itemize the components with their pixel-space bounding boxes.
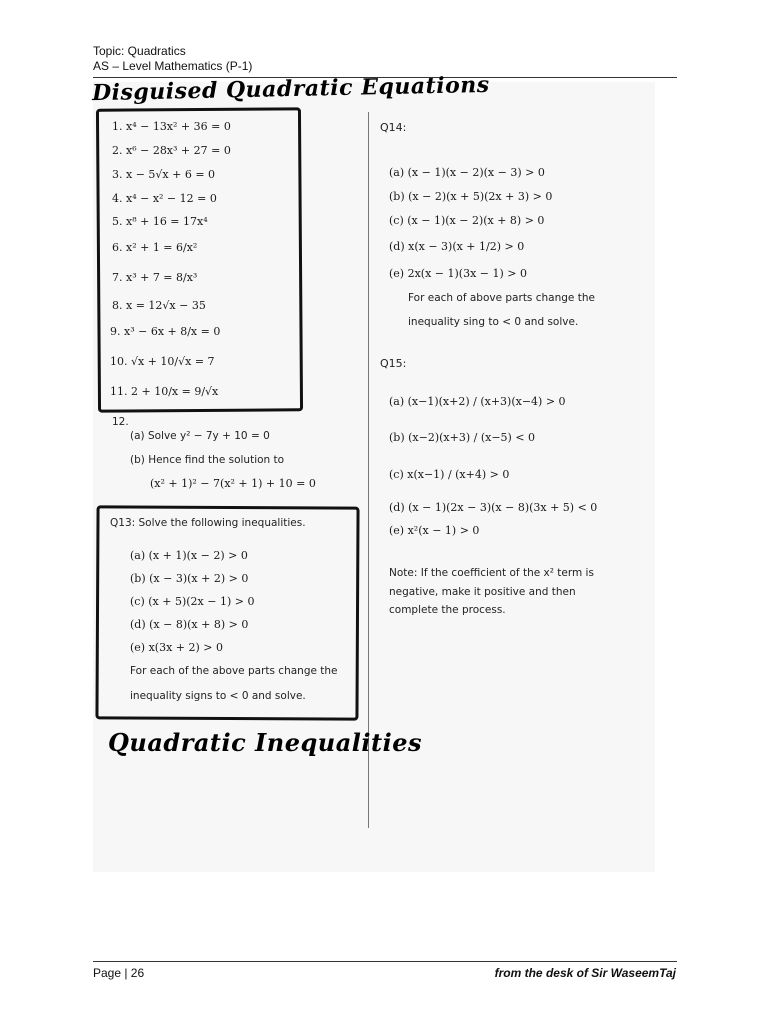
q14-title: Q14:	[380, 121, 407, 134]
equation-1: 1. x⁴ − 13x² + 36 = 0	[112, 120, 231, 133]
q15-part-c: (c) x(x−1) / (x+4) > 0	[389, 468, 510, 481]
q13-part-c: (c) (x + 5)(2x − 1) > 0	[130, 595, 255, 608]
q14-note-line1: For each of above parts change the	[408, 292, 595, 304]
equation-2: 2. x⁶ − 28x³ + 27 = 0	[112, 144, 231, 157]
q12-number: 12.	[112, 416, 129, 428]
q13-part-a: (a) (x + 1)(x − 2) > 0	[130, 549, 248, 562]
note-line1: Note: If the coefficient of the x² term is	[389, 567, 594, 579]
q14-part-d: (d) x(x − 3)(x + 1/2) > 0	[389, 240, 525, 253]
equation-5: 5. x⁸ + 16 = 17x⁴	[112, 215, 208, 228]
footer-rule	[93, 961, 677, 962]
q13-note-line1: For each of the above parts change the	[130, 665, 338, 677]
q12-part-b: (b) Hence find the solution to	[130, 454, 285, 466]
q13-part-e: (e) x(3x + 2) > 0	[130, 641, 223, 654]
q13-part-d: (d) (x − 8)(x + 8) > 0	[130, 618, 249, 631]
page-number: Page | 26	[93, 966, 145, 980]
q13-box	[95, 505, 359, 720]
q13-title: Q13: Solve the following inequalities.	[110, 517, 306, 529]
column-divider	[368, 112, 369, 828]
disguised-quadratic-title: Disguised Quadratic Equations	[91, 71, 490, 107]
q12-part-b-equation: (x² + 1)² − 7(x² + 1) + 10 = 0	[150, 477, 316, 490]
q13-part-b: (b) (x − 3)(x + 2) > 0	[130, 572, 249, 585]
topic-header: Topic: Quadratics	[93, 44, 186, 58]
equation-10: 10. √x + 10/√x = 7	[110, 355, 215, 368]
footer-credit: from the desk of Sir WaseemTaj	[494, 966, 676, 980]
equation-3: 3. x − 5√x + 6 = 0	[112, 168, 216, 181]
equation-6: 6. x² + 1 = 6/x²	[112, 241, 198, 254]
q15-part-e: (e) x²(x − 1) > 0	[389, 524, 480, 537]
q14-part-a: (a) (x − 1)(x − 2)(x − 3) > 0	[389, 166, 545, 179]
q14-part-c: (c) (x − 1)(x − 2)(x + 8) > 0	[389, 214, 545, 227]
q15-title: Q15:	[380, 357, 407, 370]
equation-9: 9. x³ − 6x + 8/x = 0	[110, 325, 221, 338]
note-line3: complete the process.	[389, 604, 506, 616]
equation-11: 11. 2 + 10/x = 9/√x	[110, 385, 219, 398]
q15-part-d: (d) (x − 1)(2x − 3)(x − 8)(3x + 5) < 0	[389, 501, 598, 514]
q14-part-b: (b) (x − 2)(x + 5)(2x + 3) > 0	[389, 190, 553, 203]
equation-4: 4. x⁴ − x² − 12 = 0	[112, 192, 217, 205]
course-header: AS – Level Mathematics (P-1)	[93, 59, 253, 73]
q14-note-line2: inequality sing to < 0 and solve.	[408, 316, 579, 328]
q15-part-b: (b) (x−2)(x+3) / (x−5) < 0	[389, 431, 536, 444]
note-line2: negative, make it positive and then	[389, 586, 576, 598]
equation-7: 7. x³ + 7 = 8/x³	[112, 271, 198, 284]
q14-part-e: (e) 2x(x − 1)(3x − 1) > 0	[389, 267, 527, 280]
quadratic-inequalities-title: Quadratic Inequalities	[108, 728, 422, 757]
equation-8: 8. x = 12√x − 35	[112, 299, 206, 312]
q13-note-line2: inequality signs to < 0 and solve.	[130, 690, 306, 702]
q12-part-a: (a) Solve y² − 7y + 10 = 0	[130, 430, 270, 442]
q15-part-a: (a) (x−1)(x+2) / (x+3)(x−4) > 0	[389, 395, 566, 408]
